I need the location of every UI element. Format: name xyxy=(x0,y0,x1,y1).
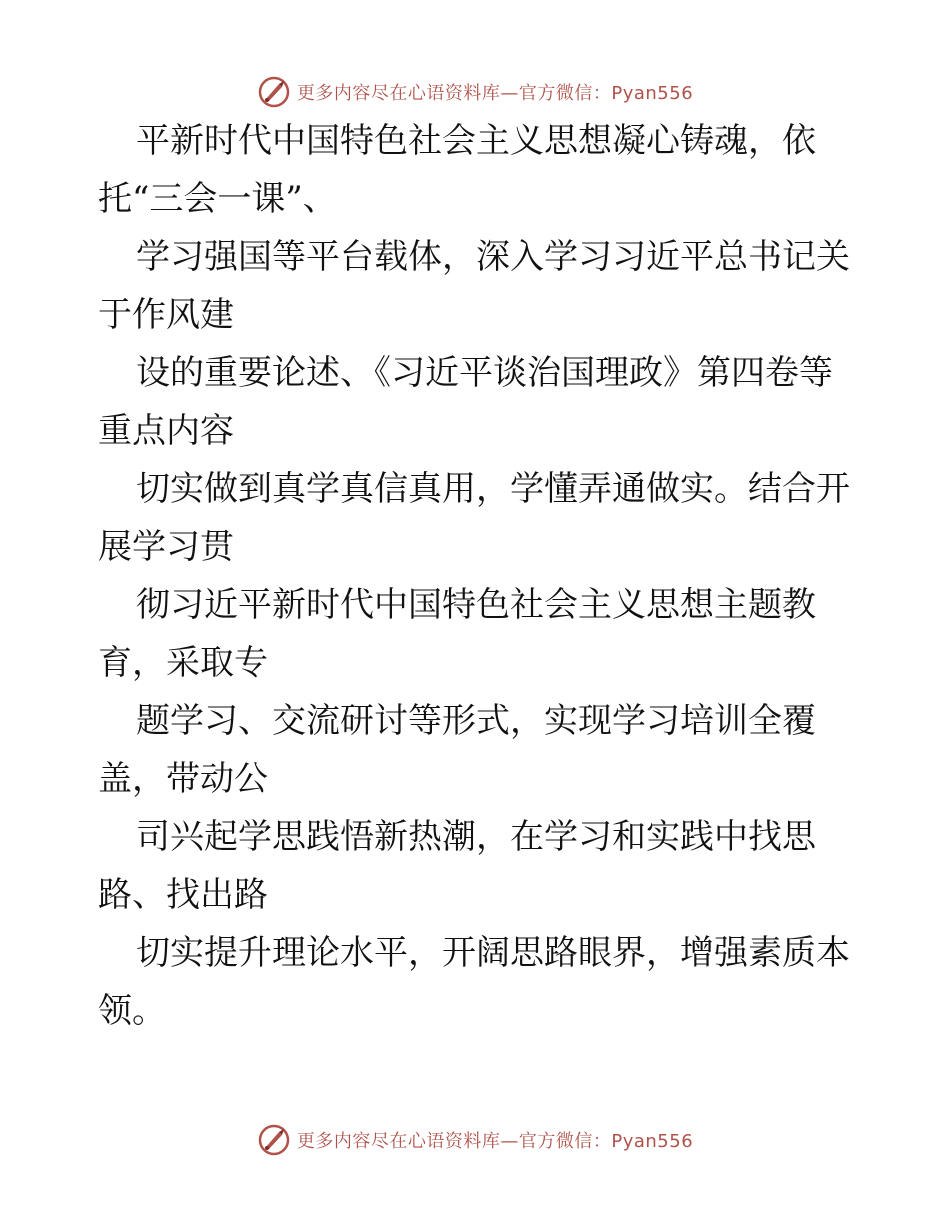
paragraph xyxy=(98,460,858,576)
paragraph-line: 题学习、交流研讨等形式，实现学习培训全覆 xyxy=(136,701,816,741)
paragraph xyxy=(98,576,858,692)
paragraph-line: 彻习近平新时代中国特色社会主义思想主题教 xyxy=(136,585,816,625)
paragraph-line: 司兴起学思践悟新热潮，在学习和实践中找思 xyxy=(136,817,816,857)
paragraph-line: 平新时代中国特色社会主义思想凝心铸魂，依 xyxy=(136,121,816,161)
paragraph-line: 学习强国等平台载体，深入学习习近平总书记关 xyxy=(136,237,850,277)
paragraph-line: 盖，带动公 xyxy=(98,759,268,799)
paragraph-line: 路、找出路 xyxy=(98,875,268,915)
document-body xyxy=(98,112,858,1040)
paragraph xyxy=(98,112,858,228)
paragraph-line: 展学习贯 xyxy=(98,527,234,567)
paragraph xyxy=(98,692,858,808)
paragraph xyxy=(98,924,858,1040)
paragraph xyxy=(98,344,858,460)
header-watermark xyxy=(0,72,950,112)
paragraph-line: 托“三会一课”、 xyxy=(98,179,337,219)
footer-watermark xyxy=(0,1120,950,1160)
paragraph-line: 领。 xyxy=(98,991,166,1031)
paragraph-line: 育，采取专 xyxy=(98,643,268,683)
paragraph-line: 重点内容 xyxy=(98,411,234,451)
paragraph xyxy=(98,228,858,344)
paragraph xyxy=(98,808,858,924)
watermark-text: 更多内容尽在心语资料库—官方微信：Pyan556 xyxy=(296,1131,694,1152)
paragraph-line: 切实提升理论水平，开阔思路眼界，增强素质本 xyxy=(136,933,850,973)
paragraph-line: 设的重要论述、《习近平谈治国理政》第四卷等 xyxy=(136,353,833,393)
paragraph-line: 切实做到真学真信真用，学懂弄通做实。结合开 xyxy=(136,469,850,509)
quill-seal-icon xyxy=(257,1123,291,1157)
paragraph-line: 于作风建 xyxy=(98,295,234,335)
quill-seal-icon xyxy=(257,75,291,109)
watermark-text: 更多内容尽在心语资料库—官方微信：Pyan556 xyxy=(296,83,694,104)
